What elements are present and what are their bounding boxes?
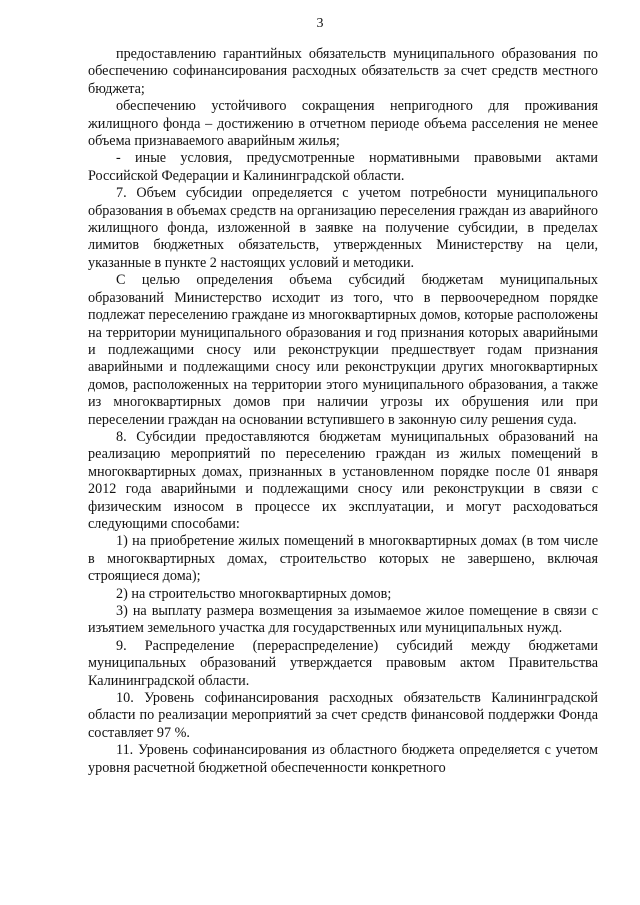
paragraph: - иные условия, предусмотренные нормативными правовыми актами Российской Федерации и Калининградской области. [88, 150, 598, 184]
paragraph: 10. Уровень софинансирования расходных обязательств Калининградской области по реализации мероприятий за счет средств финансовой поддержки Фонда составляет 97 %. [88, 690, 598, 741]
paragraph: С целью определения объема субсидий бюджетам муниципальных образований Министерство исходит из того, что в первоочередном порядке подлежат переселению граждане из многоквартирных домов, которые расположены на территории муниципального образования и год признания которых аварийными и подлежащими сносу или реконструкции предшествует годам признания аварийными и подлежащими сносу или реконструкции других многоквартирных домов, расположенных на территории этого муниципального образования, а также из многоквартирных домов при наличии угрозы их обрушения или при переселении граждан на основании вступившего в законную силу решения суда. [88, 272, 598, 428]
paragraph: 1) на приобретение жилых помещений в многоквартирных домах (в том числе в многоквартирных домах, строительство которых не завершено, включая строящиеся дома); [88, 533, 598, 585]
paragraph: обеспечению устойчивого сокращения непригодного для проживания жилищного фонда – достижению в отчетном периоде объема расселения не менее объема признаваемого аварийным жилья; [88, 98, 598, 150]
paragraph: предоставлению гарантийных обязательств муниципального образования по обеспечению софинансирования расходных обязательств за счет средств местного бюджета; [88, 46, 598, 97]
paragraph: 3) на выплату размера возмещения за изымаемое жилое помещение в связи с изъятием земельного участка для государственных или муниципальных нужд. [88, 603, 598, 637]
paragraph: 9. Распределение (перераспределение) субсидий между бюджетами муниципальных образований утверждается правовым актом Правительства Калининградской области. [88, 637, 598, 689]
paragraph: 8. Субсидии предоставляются бюджетам муниципальных образований на реализацию мероприятий по переселению граждан из жилых помещений в многоквартирных домах, признанных в установленном порядке после 01 января 2012 года аварийными и подлежащими сносу или реконструкции в связи с физическим износом в процессе их эксплуатации, и могут расходоваться следующими способами: [88, 428, 598, 532]
paragraph: 7. Объем субсидии определяется с учетом потребности муниципального образования в объемах средств на организацию переселения граждан из аварийного жилищного фонда, изложенной в заявке на получение субсидии, в пределах лимитов бюджетных обязательств, утвержденных Министерству на цели, указанные в пункте 2 настоящих условий и методики. [88, 185, 598, 271]
page-number: 3 [316, 16, 324, 31]
paragraph: 2) на строительство многоквартирных домов; [116, 585, 392, 602]
document-body [88, 46, 598, 777]
paragraph: 11. Уровень софинансирования из областного бюджета определяется с учетом уровня расчетной бюджетной обеспеченности конкретного [88, 742, 598, 776]
